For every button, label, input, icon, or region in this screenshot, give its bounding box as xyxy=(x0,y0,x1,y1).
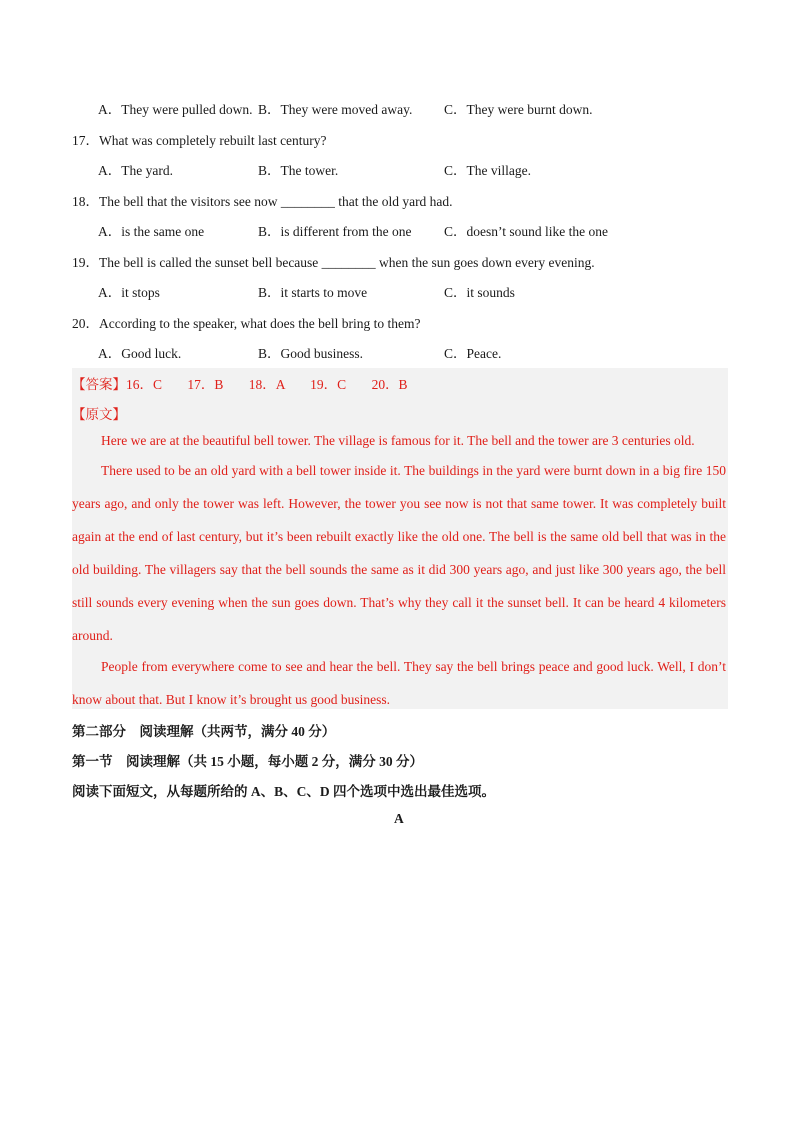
q20-stem: 20．According to the speaker, what does the bell bring to them? xyxy=(72,316,421,331)
transcript-paragraph-3: People from everywhere come to see and hear the bell. They say the bell brings peace and good luck. Well, I don’t know about that. But I know it’s brought us good business. xyxy=(72,659,726,707)
part2-heading: 第二部分 阅读理解（共两节，满分 40 分） xyxy=(72,724,336,739)
q18-option-a: A．is the same one xyxy=(98,224,205,239)
section1-heading: 第一节 阅读理解（共 15 小题，每小题 2 分，满分 30 分） xyxy=(72,754,423,769)
q17-option-c: C．The village. xyxy=(444,163,531,178)
q19-option-a: A．it stops xyxy=(98,285,160,300)
q17-stem: 17．What was completely rebuilt last century? xyxy=(72,133,327,148)
q20-option-b: B．Good business. xyxy=(258,346,364,361)
q20-option-c: C．Peace. xyxy=(444,346,502,361)
answer-17: 17．B xyxy=(187,377,224,392)
answer-20: 20．B xyxy=(371,377,408,392)
q18-stem: 18．The bell that the visitors see now ________ that the old yard had. xyxy=(72,194,453,209)
q18-option-b: B．is different from the one xyxy=(258,224,412,239)
answer-19: 19．C xyxy=(310,377,347,392)
answer-18: 18．A xyxy=(248,377,285,392)
transcript-paragraph-1: Here we are at the beautiful bell tower. The village is famous for it. The bell and the tower are 3 centuries old. xyxy=(101,433,695,448)
answer-label: 【答案】 xyxy=(72,377,126,392)
q18-option-c: C．doesn’t sound like the one xyxy=(444,224,608,239)
passage-label: A xyxy=(394,811,404,826)
section1-instruction: 阅读下面短文，从每题所给的 A、B、C、D 四个选项中选出最佳选项。 xyxy=(72,784,496,799)
answer-row xyxy=(72,373,408,393)
q19-option-b: B．it starts to move xyxy=(258,285,368,300)
q19-option-c: C．it sounds xyxy=(444,285,515,300)
transcript-paragraph-2: There used to be an old yard with a bell tower inside it. The buildings in the yard were burnt down in a big fire 150 years ago, and only the tower was left. However, the tower you see now is not that same tower. It was completely built again at the end of last century, but it’s been rebuilt exactly like the old one. The bell is the same old bell that was in the old building. The villagers say that the bell sounds the same as it did 300 years ago, and just like 300 years ago, the bell still sounds every evening when the sun goes down. That’s why they call it the sunset bell. It can be heard 4 kilometers around. xyxy=(72,463,726,643)
q17-option-b: B．The tower. xyxy=(258,163,339,178)
transcript-label: 【原文】 xyxy=(72,407,126,422)
answer-16: 16．C xyxy=(126,377,163,392)
q17-option-a: A．The yard. xyxy=(98,163,173,178)
q19-stem: 19．The bell is called the sunset bell because ________ when the sun goes down every evening. xyxy=(72,255,595,270)
q16-option-a: A．They were pulled down. xyxy=(98,102,253,117)
q20-option-a: A．Good luck. xyxy=(98,346,182,361)
q16-option-c: C．They were burnt down. xyxy=(444,102,593,117)
q16-option-b: B．They were moved away. xyxy=(258,102,413,117)
